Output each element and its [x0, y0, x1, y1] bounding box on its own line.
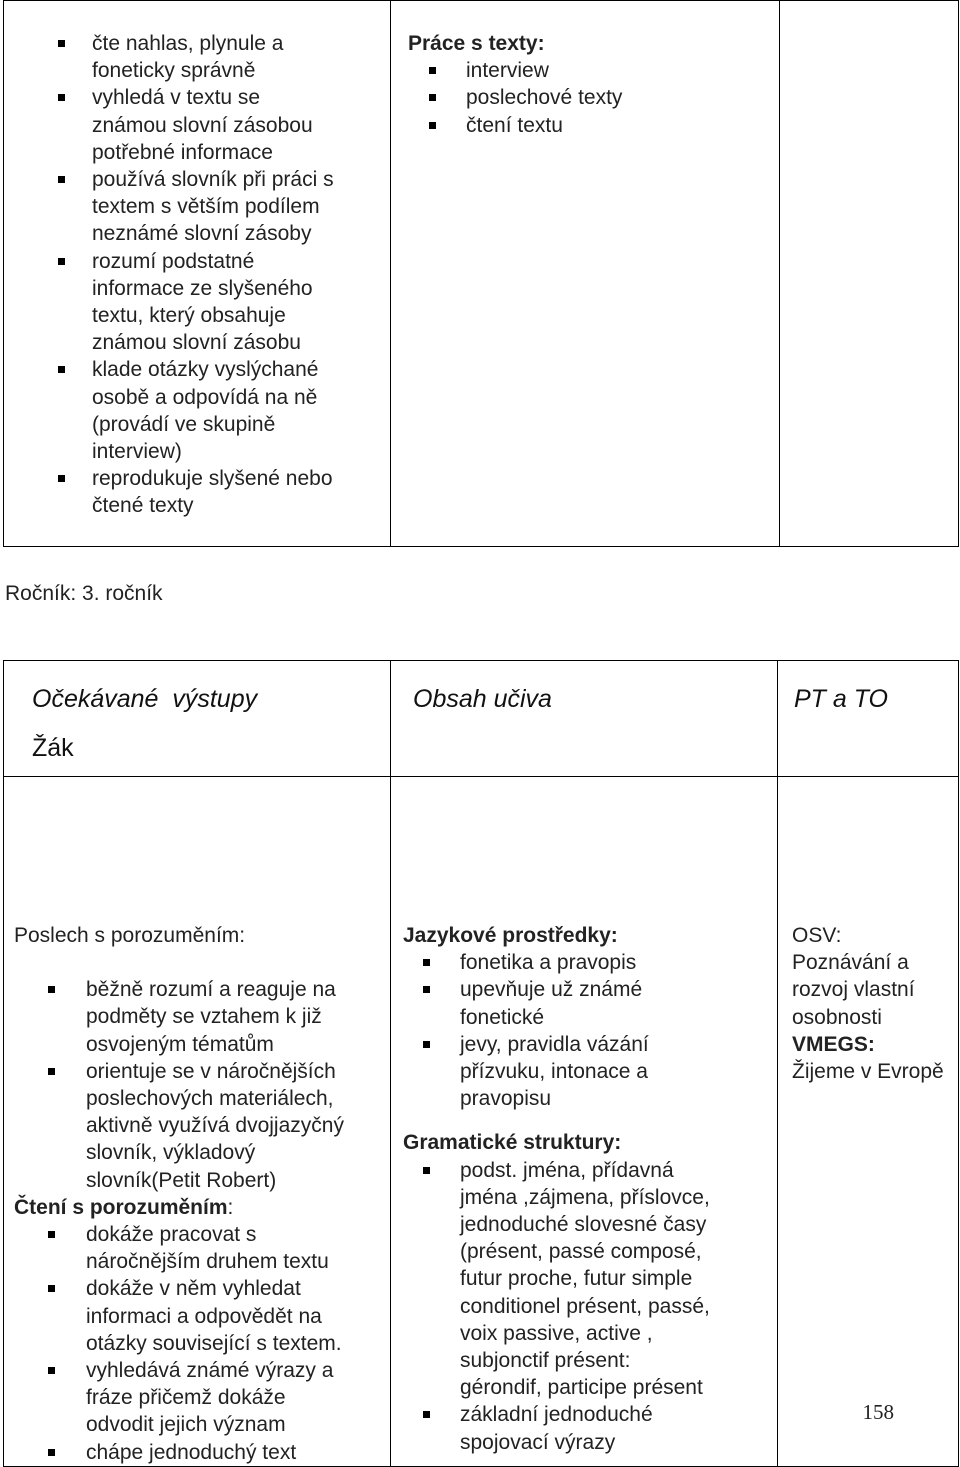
page-number: 158: [862, 1400, 894, 1424]
top-outcomes-cell: [4, 1, 391, 547]
osv-label: OSV: [792, 924, 836, 947]
top-outcomes-list: [4, 30, 334, 520]
list-item: běžně rozumí a reaguje na podměty se vztahem k již osvojeným tématům: [4, 976, 344, 1058]
reading-list: [4, 1221, 344, 1466]
grammar-heading: Gramatické struktury:: [403, 1131, 622, 1155]
vmegs-text: Žijeme v Evropě: [792, 1060, 944, 1084]
reading-heading-colon: :: [227, 1195, 234, 1219]
content-cell: [391, 777, 778, 1467]
grammar-list: [385, 1157, 715, 1456]
header-pupil: Žák: [32, 734, 74, 762]
list-item: základní jednoduché spojovací výrazy: [385, 1401, 715, 1455]
list-item: čtení textu: [391, 112, 779, 139]
header-content-cell: [391, 661, 778, 777]
listening-heading: [14, 922, 390, 949]
header-themes-cell: [778, 661, 959, 777]
list-item: jevy, pravidla vázání přízvuku, intonace a pravopisu: [385, 1031, 715, 1113]
top-content-cell: [391, 1, 780, 547]
header-outcomes: Očekávané výstupy: [32, 685, 258, 713]
listening-heading-colon: :: [239, 924, 246, 947]
language-list: [385, 949, 715, 1112]
list-item: rozumí podstatné informace ze slyšeného textu, který obsahuje známou slovní zásobu: [4, 248, 334, 357]
osv-text: Poznávání a rozvoj vlastní osobnosti: [792, 951, 915, 1029]
reading-heading: [14, 1194, 390, 1221]
header-outcomes-cell: [4, 661, 391, 777]
list-item: upevňuje už známé fonetické: [385, 976, 715, 1030]
curriculum-table: [3, 660, 959, 1467]
vmegs-label: VMEGS:: [792, 1032, 875, 1056]
list-item: vyhledá v textu se známou slovní zásobou potřebné informace: [4, 84, 334, 166]
list-item: interview: [391, 57, 779, 84]
list-item: chápe jednoduchý text: [4, 1439, 344, 1466]
list-item: používá slovník při práci s textem s větším podílem neznámé slovní zásoby: [4, 166, 334, 248]
header-themes: PT a TO: [794, 685, 889, 713]
list-item: vyhledává známé výrazy a fráze přičemž dokáže odvodit jejich význam: [4, 1357, 344, 1439]
list-item: klade otázky vyslýchané osobě a odpovídá na ně (provádí ve skupině interview): [4, 356, 334, 465]
osv-colon: :: [835, 924, 842, 947]
top-themes-cell: [780, 1, 959, 547]
list-item: fonetika a pravopis: [385, 949, 715, 976]
list-item: orientuje se v náročnějších poslechových materiálech, aktivně využívá dvojjazyčný slovník, výkladový slovník(Petit Robert): [4, 1058, 344, 1194]
list-item: reprodukuje slyšené nebo čtené texty: [4, 465, 334, 519]
themes-cell: [778, 777, 959, 1467]
top-content-list: [391, 57, 779, 139]
list-item: dokáže pracovat s náročnějším druhem textu: [4, 1221, 344, 1275]
list-item: čte nahlas, plynule a foneticky správně: [4, 30, 334, 84]
listening-list: [4, 976, 344, 1194]
themes-block: [792, 922, 952, 1085]
top-table: [3, 0, 959, 547]
content-heading: Práce s texty:: [408, 32, 545, 55]
list-item: poslechové texty: [391, 84, 779, 111]
listening-heading-text: Poslech s porozuměním: [14, 924, 240, 947]
header-content: Obsah učiva: [413, 685, 552, 713]
list-item: podst. jména, přídavná jména ,zájmena, příslovce, jednoduché slovesné časy (présent, passé composé, futur proche, futur simple conditionel présent, passé, voix passive, active , subjonctif présent: gérondif, participe présent: [385, 1157, 715, 1402]
language-heading: Jazykové prostředky:: [403, 924, 618, 947]
reading-heading-text: Čtení s porozuměním: [14, 1195, 228, 1219]
year-label: Ročník: 3. ročník: [5, 582, 163, 605]
list-item: dokáže v něm vyhledat informaci a odpovědět na otázky související s textem.: [4, 1275, 344, 1357]
outcomes-cell: [4, 777, 391, 1467]
osv-line: [792, 922, 952, 949]
